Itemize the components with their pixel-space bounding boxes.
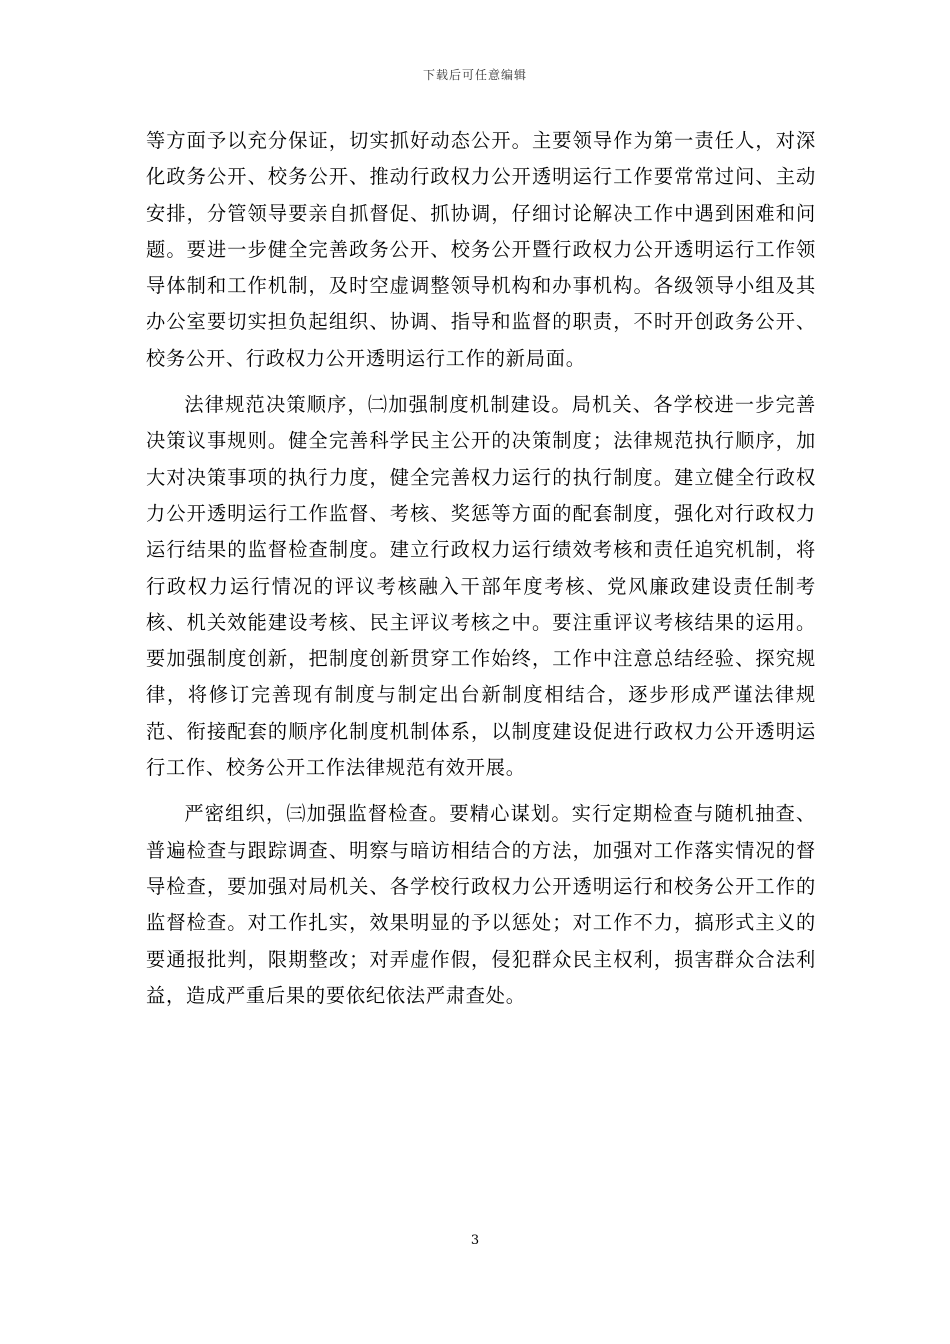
document-body	[146, 123, 816, 1024]
paragraph-regulations: 法律规范决策顺序，㈡加强制度机制建设。局机关、各学校进一步完善决策议事规则。健全完善科学民主公开的决策制度；法律规范执行顺序，加大对决策事项的执行力度，健全完善权力运行的执行制度。建立健全行政权力公开透明运行工作监督、考核、奖惩等方面的配套制度，强化对行政权力运行结果的监督检查制度。建立行政权力运行绩效考核和责任追究机制，将行政权力运行情况的评议考核融入干部年度考核、党风廉政建设责任制考核、机关效能建设考核、民主评议考核之中。要注重评议考核结果的运用。要加强制度创新，把制度创新贯穿工作始终，工作中注意总结经验、探究规律，将修订完善现有制度与制定出台新制度相结合，逐步形成严谨法律规范、衔接配套的顺序化制度机制体系，以制度建设促进行政权力公开透明运行工作、校务公开工作法律规范有效开展。	[146, 393, 816, 780]
page-number: 3	[470, 1233, 480, 1248]
paragraph-continued: 等方面予以充分保证，切实抓好动态公开。主要领导作为第一责任人，对深化政务公开、校务公开、推动行政权力公开透明运行工作要常常过问、主动安排，分管领导要亲自抓督促、抓协调，仔细讨论解决工作中遇到困难和问题。要进一步健全完善政务公开、校务公开暨行政权力公开透明运行工作领导体制和工作机制，及时空虚调整领导机构和办事机构。各级领导小组及其办公室要切实担负起组织、协调、指导和监督的职责，不时开创政务公开、校务公开、行政权力公开透明运行工作的新局面。	[146, 129, 816, 370]
page-header: 下载后可任意编辑	[422, 68, 527, 82]
paragraph-supervision: 严密组织，㈢加强监督检查。要精心谋划。实行定期检查与随机抽查、普遍检查与跟踪调查、明察与暗访相结合的方法，加强对工作落实情况的督导检查，要加强对局机关、各学校行政权力公开透明运行和校务公开工作的监督检查。对工作扎实，效果明显的予以惩处；对工作不力，搞形式主义的要通报批判，限期整改；对弄虚作假，侵犯群众民主权利，损害群众合法利益，造成严重后果的要依纪依法严肃查处。	[146, 802, 816, 1007]
